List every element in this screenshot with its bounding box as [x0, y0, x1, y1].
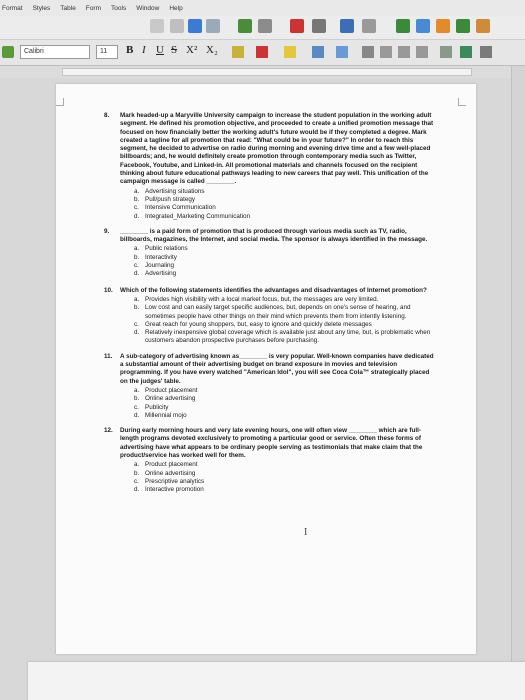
option-text: Advertising situations	[145, 187, 205, 195]
draw-icon[interactable]	[456, 19, 470, 33]
option-letter: b.	[134, 253, 140, 261]
option-letter: b.	[134, 469, 140, 477]
answer-option	[120, 270, 434, 278]
menu-help[interactable]: Help	[169, 4, 183, 12]
option-letter: c.	[134, 204, 139, 212]
question-text: Which of the following statements identifies the advantages and disadvantages of Internet promotion?	[120, 286, 427, 294]
question-text: During early morning hours and very late evening hours, one will often view ________ which are full-length programs devoted exclusively to promoting a particular good or service. Often these forms of advertising have what appears to be ordinary people serving as testimonials that make claim that the product/service has worked well for them.	[120, 427, 423, 459]
margin-corner-right	[458, 98, 466, 106]
option-text: Integrated_Marketing Communication	[145, 212, 251, 220]
answer-option	[120, 196, 434, 204]
hyperlink-icon[interactable]	[188, 19, 202, 33]
subscript-button[interactable]: X₂	[206, 44, 218, 56]
italic-button[interactable]: I	[142, 44, 146, 56]
numbering-icon[interactable]	[336, 46, 348, 58]
question-number: 9.	[104, 227, 110, 235]
option-letter: d.	[134, 411, 140, 419]
option-letter: b.	[134, 304, 140, 312]
option-letter: d.	[134, 270, 140, 278]
strikethrough-button[interactable]: S	[171, 44, 178, 56]
option-text: Relatively inexpensive global coverage which is available just about any time, but, is problematic when customers abandon prospective purchases before purchasing.	[145, 329, 431, 345]
option-letter: d.	[134, 486, 140, 494]
char-highlight-icon[interactable]	[284, 46, 296, 58]
answer-options	[120, 387, 434, 420]
menu-tools[interactable]: Tools	[111, 4, 127, 12]
question-11	[104, 353, 434, 420]
justify-icon[interactable]	[416, 46, 428, 58]
question-number: 10.	[104, 286, 113, 294]
option-text: Prescriptive analytics	[145, 477, 205, 485]
answer-options	[120, 245, 434, 278]
question-number: 12.	[104, 427, 113, 435]
option-text: Online advertising	[145, 469, 196, 477]
question-12	[104, 427, 434, 494]
margin-corner-left	[56, 98, 64, 106]
bold-button[interactable]: B	[126, 44, 134, 56]
formatting-toolbar	[0, 40, 525, 66]
answer-option	[120, 461, 434, 469]
next-page	[28, 662, 525, 700]
text-cursor: I	[304, 527, 308, 538]
option-text: Advertising	[145, 270, 177, 278]
option-text: Public relations	[145, 245, 188, 253]
format-paintbrush-icon[interactable]	[170, 19, 184, 33]
option-text: Millennial mojo	[145, 411, 187, 419]
answer-option	[120, 296, 434, 304]
menu-styles[interactable]: Styles	[32, 4, 51, 12]
answer-option	[120, 188, 434, 196]
standard-toolbar	[0, 16, 525, 40]
answer-option	[120, 321, 434, 329]
option-letter: b.	[134, 395, 140, 403]
option-letter: a.	[134, 245, 140, 253]
option-text: Interactive promotion	[145, 486, 204, 494]
insert-image-icon[interactable]	[290, 19, 304, 33]
menu-bar	[0, 0, 525, 16]
option-text: Product placement	[145, 386, 198, 394]
answer-options	[120, 296, 434, 346]
special-character-icon[interactable]	[362, 19, 376, 33]
option-letter: a.	[134, 295, 140, 303]
menu-form[interactable]: Form	[85, 4, 102, 12]
line-spacing-icon[interactable]	[440, 46, 452, 58]
document-content[interactable]	[104, 112, 434, 501]
menu-window[interactable]: Window	[136, 4, 160, 12]
option-text: Interactivity	[145, 253, 177, 261]
answer-option	[120, 395, 434, 403]
underline-button[interactable]: U	[156, 44, 164, 56]
option-letter: c.	[134, 477, 139, 485]
font-size-select[interactable]: 11	[96, 45, 118, 59]
paragraph-spacing-icon[interactable]	[460, 46, 472, 58]
pilcrow-icon[interactable]	[206, 19, 220, 33]
option-text: Pull/push strategy	[145, 195, 196, 203]
document-page[interactable]	[56, 84, 476, 654]
answer-options	[120, 461, 434, 494]
question-text: Mark headed-up a Maryville University campaign to increase the student population in the working adult segment. He defined his promotion objective, and proceeded to create a unified promotion message that focused on how financially better the working adult's future would be if they completed a degree. Mark created a tagline for all promotion that read: "What could be in your future?" In order to reach this segment, he decided to advertise on radio during morning and evening drive time and a few well-placed billboards; and, he would definitely create promotion through contemporary media such as Twitter, Facebook, Youtube, and Linked-in. All promotional materials and channels focused on the recipient thinking about future educational pathways leading to new careers that pay well. This unification of the campaign message is called ________.	[120, 112, 434, 186]
answer-option	[120, 486, 434, 494]
option-letter: a.	[134, 386, 140, 394]
answer-option	[120, 478, 434, 486]
insert-table-icon[interactable]	[238, 19, 252, 33]
answer-option	[120, 404, 434, 412]
option-text: Intensive Communication	[145, 204, 216, 212]
option-letter: d.	[134, 329, 140, 337]
answer-option	[120, 254, 434, 262]
spellcheck-icon[interactable]	[150, 19, 164, 33]
question-number: 8.	[104, 112, 110, 119]
question-text: ________ is a paid form of promotion that is produced through various media such as TV, radio, billboards, magazines, the Internet, and social media. The sponsor is always identified in the message.	[120, 227, 428, 244]
option-letter: a.	[134, 461, 140, 469]
answer-option	[120, 204, 434, 212]
answer-option	[120, 412, 434, 420]
ruler-track	[62, 68, 472, 76]
option-letter: a.	[134, 187, 140, 195]
align-center-icon[interactable]	[380, 46, 392, 58]
navigator-icon[interactable]	[416, 19, 430, 33]
option-text: Online advertising	[145, 395, 196, 403]
question-10	[104, 287, 434, 346]
option-letter: c.	[134, 403, 139, 411]
insert-chart-icon[interactable]	[258, 19, 272, 33]
shapes-icon[interactable]	[476, 19, 490, 33]
option-letter: c.	[134, 320, 139, 328]
answer-option	[120, 329, 434, 346]
sidebar-icon[interactable]	[396, 19, 410, 33]
option-text: Product placement	[145, 461, 198, 469]
font-name-select[interactable]: Calibri	[20, 45, 90, 59]
answer-option	[120, 387, 434, 395]
option-text: Low cost and can easily target specific audiences, but, depends on one's sense of hearing, and sometimes people have other things on their mind which prevents them from intently listening.	[145, 304, 411, 320]
option-text: Great reach for young shoppers, but, easy to ignore and quickly delete messages	[145, 320, 372, 328]
ruler[interactable]	[0, 66, 525, 78]
vertical-scrollbar[interactable]	[511, 66, 525, 700]
answer-options	[120, 188, 434, 221]
highlight-icon[interactable]	[232, 46, 244, 58]
option-letter: b.	[134, 195, 140, 203]
option-text: Provides high visibility with a local market focus, but, the messages are very limited.	[145, 295, 379, 303]
option-letter: d.	[134, 212, 140, 220]
indent-icon[interactable]	[480, 46, 492, 58]
font-color-icon[interactable]	[256, 46, 268, 58]
answer-option	[120, 304, 434, 321]
answer-option	[120, 262, 434, 270]
bullets-icon[interactable]	[312, 46, 324, 58]
answer-option	[120, 213, 434, 221]
question-number: 11.	[104, 352, 113, 360]
menu-table[interactable]: Table	[60, 4, 76, 12]
question-text: A sub-category of advertising known as________ is very popular. Well-known companies have dedicated a substantial amount of their advertising budget on brand exposure in movies and television programming. If you have every watched "American Idol", you will see Coca Cola™ strategically placed on the judges' table.	[120, 352, 434, 385]
option-text: Journaling	[145, 262, 175, 270]
superscript-button[interactable]: X²	[186, 44, 198, 56]
option-text: Publicity	[145, 403, 169, 411]
insert-text-icon[interactable]	[312, 19, 326, 33]
answer-option	[120, 470, 434, 478]
gallery-icon[interactable]	[436, 19, 450, 33]
align-left-icon[interactable]	[362, 46, 374, 58]
question-9	[104, 228, 434, 279]
answer-option	[120, 245, 434, 253]
insert-field-icon[interactable]	[340, 19, 354, 33]
menu-format[interactable]: Format	[2, 4, 23, 12]
styles-icon[interactable]	[2, 46, 14, 58]
align-right-icon[interactable]	[398, 46, 410, 58]
option-letter: c.	[134, 262, 139, 270]
question-8	[104, 112, 434, 221]
